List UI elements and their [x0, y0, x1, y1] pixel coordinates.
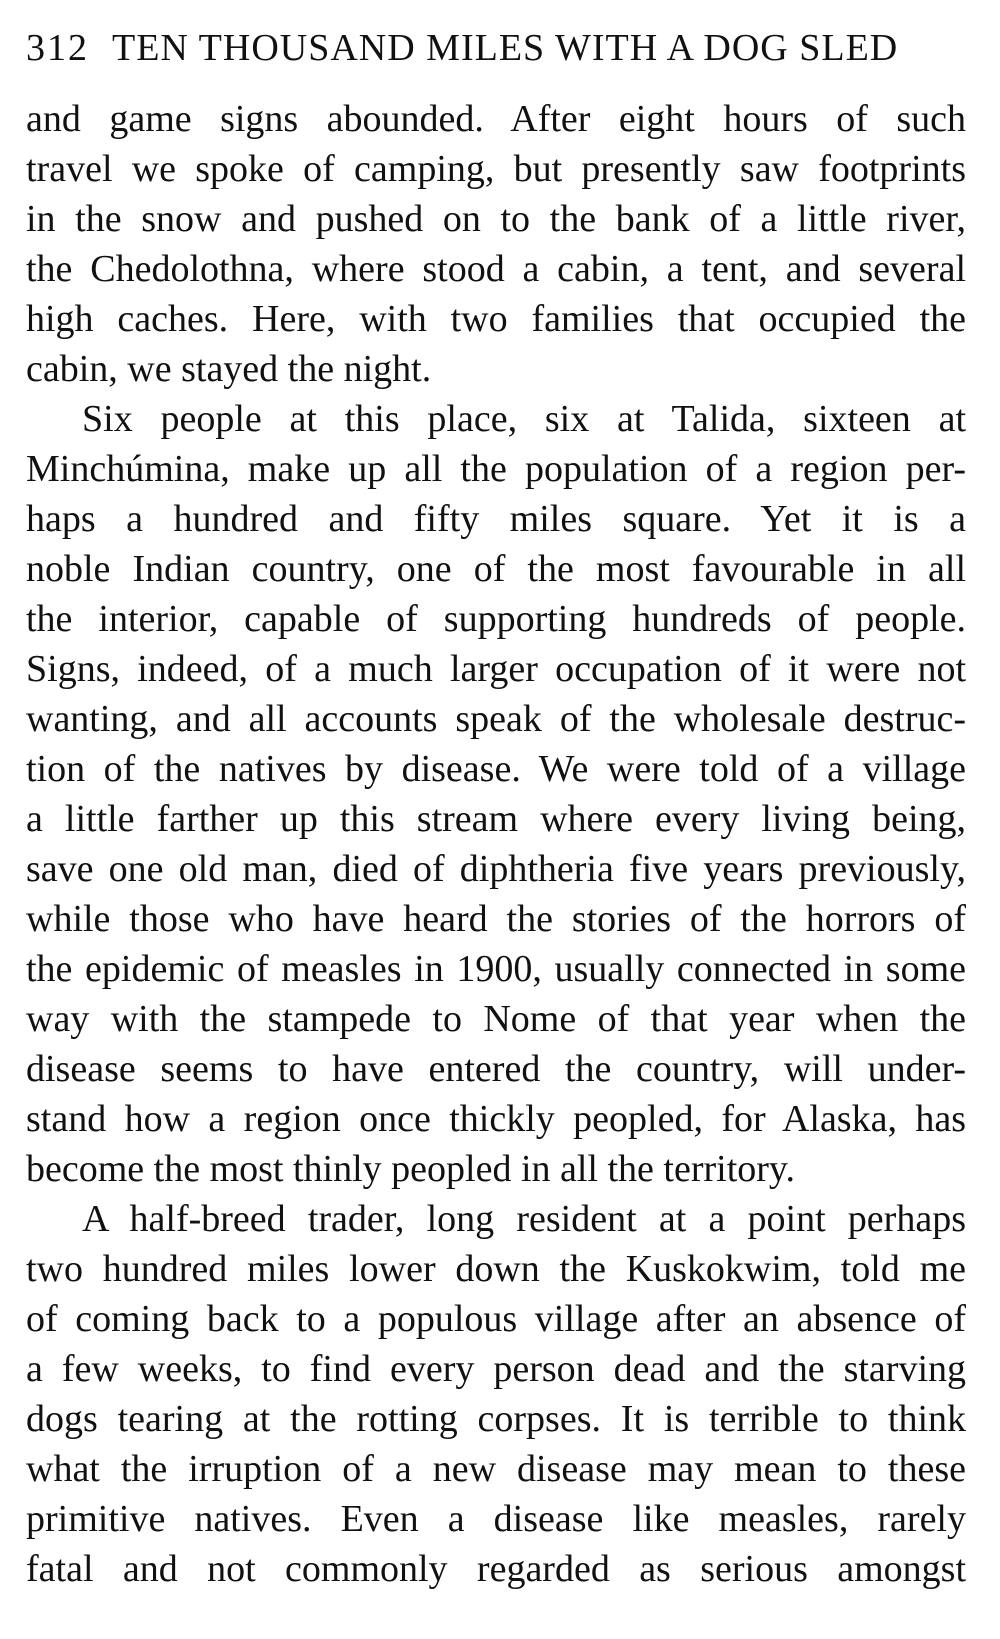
text-line: high caches. Here, with two families that occupied the — [26, 298, 966, 340]
text-line: A half-breed trader, long resident at a point perhaps — [82, 1198, 966, 1240]
text-line: noble Indian country, one of the most favourable in all — [26, 548, 966, 590]
text-line: primitive natives. Even a disease like measles, rarely — [26, 1498, 966, 1540]
body-text — [26, 94, 966, 1594]
text-line: way with the stampede to Nome of that year when the — [26, 998, 966, 1040]
text-line: Signs, indeed, of a much larger occupation of it were not — [26, 648, 966, 690]
text-line: the Chedolothna, where stood a cabin, a tent, and several — [26, 248, 966, 290]
text-line: Six people at this place, six at Talida, sixteen at — [82, 398, 966, 440]
text-line: Minchúmina, make up all the population of a region per- — [26, 448, 966, 490]
text-line: a few weeks, to find every person dead and the starving — [26, 1348, 966, 1390]
text-line: wanting, and all accounts speak of the wholesale destruc- — [26, 698, 966, 740]
text-line: the epidemic of measles in 1900, usually connected in some — [26, 948, 966, 990]
text-line: a little farther up this stream where every living being, — [26, 798, 966, 840]
text-line: and game signs abounded. After eight hours of such — [26, 98, 966, 140]
text-line: stand how a region once thickly peopled, for Alaska, has — [26, 1098, 966, 1140]
text-line: fatal and not commonly regarded as serious amongst — [26, 1548, 966, 1590]
text-line: the interior, capable of supporting hundreds of people. — [26, 598, 966, 640]
text-line: cabin, we stayed the night. — [26, 348, 432, 390]
text-line: travel we spoke of camping, but presently saw footprints — [26, 148, 966, 190]
text-line: while those who have heard the stories of the horrors of — [26, 898, 966, 940]
text-line: disease seems to have entered the country, will under- — [26, 1048, 966, 1090]
text-line: two hundred miles lower down the Kuskokwim, told me — [26, 1248, 966, 1290]
running-title: TEN THOUSAND MILES WITH A DOG SLED — [112, 27, 899, 69]
page-number: 312 — [26, 27, 89, 69]
text-line: what the irruption of a new disease may mean to these — [26, 1448, 966, 1490]
text-line: haps a hundred and fifty miles square. Yet it is a — [26, 498, 966, 540]
text-line: become the most thinly peopled in all the territory. — [26, 1148, 795, 1190]
text-line: of coming back to a populous village after an absence of — [26, 1298, 966, 1340]
text-line: save one old man, died of diphtheria five years previously, — [26, 848, 966, 890]
text-line: tion of the natives by disease. We were told of a village — [26, 748, 966, 790]
running-head — [26, 18, 966, 78]
text-line: dogs tearing at the rotting corpses. It is terrible to think — [26, 1398, 966, 1440]
text-line: in the snow and pushed on to the bank of a little river, — [26, 198, 966, 240]
